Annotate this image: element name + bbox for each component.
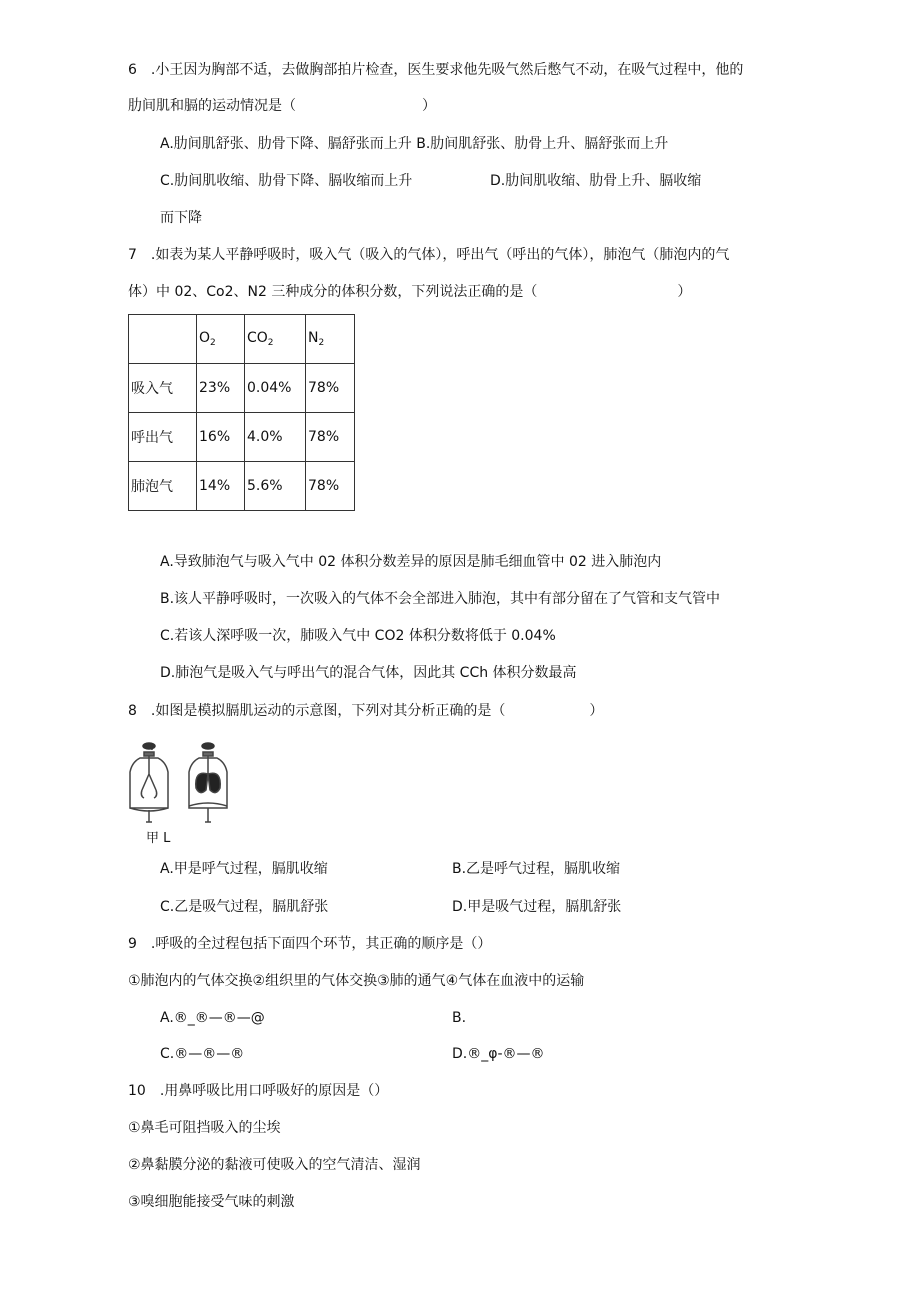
cell-co2: 4.0% [245,413,306,462]
q9-items: ①肺泡内的气体交换②组织里的气体交换③肺的通气④气体在血液中的运输 [128,973,585,989]
table-header-n2: $N_2$ [306,315,355,364]
cell-n2: 78% [306,364,355,413]
q8-option-d: D.甲是吸气过程，膈肌舒张 [452,899,622,915]
row-label: 吸入气 [129,364,197,413]
q6-option-d: D.肋间肌收缩、肋骨上升、膈收缩 [490,173,702,189]
q6-stem-line1: 6 .小王因为胸部不适，去做胸部拍片检查，医生要求他先吸气然后憋气不动，在吸气过程中，他的 [128,62,744,78]
q9-option-d: D.®_φ-®—® [452,1046,545,1062]
q6-option-c: C.肋间肌收缩、肋骨下降、膈收缩而上升 [160,173,413,189]
q9-option-a: A.®_®—®—@ [160,1010,265,1026]
diaphragm-model-figure [126,740,236,830]
bell-jar-left [130,743,168,822]
q7-stem-line2: 体）中 02、Co2、N2 三种成分的体积分数，下列说法正确的是（ ） [128,284,692,300]
table-header-o2: $O_2$ [197,315,245,364]
q9-stem: 9 .呼吸的全过程包括下面四个环节，其正确的顺序是（） [128,936,492,952]
q7-option-b: B.该人平静呼吸时，一次吸入的气体不会全部进入肺泡，其中有部分留在了气管和支气管中 [160,591,721,607]
cell-n2: 78% [306,413,355,462]
q7-option-d: D.肺泡气是吸入气与呼出气的混合气体，因此其 CCh 体积分数最高 [160,665,577,681]
q6-stem-line2: 肋间肌和膈的运动情况是（ ） [128,98,436,114]
cell-o2: 14% [197,462,245,511]
q6-option-ab: A.肋间肌舒张、肋骨下降、膈舒张而上升 B.肋间肌舒张、肋骨上升、膈舒张而上升 [160,136,669,152]
q9-option-c: C.®—®—® [160,1046,245,1062]
q8-stem: 8 .如图是模拟膈肌运动的示意图，下列对其分析正确的是（ ） [128,703,604,719]
cell-n2: 78% [306,462,355,511]
gas-composition-table [128,314,355,511]
figure-label: 甲 L [146,831,171,846]
q9-option-b: B. [452,1010,467,1026]
q10-item-1: ①鼻毛可阻挡吸入的尘埃 [128,1120,281,1136]
q10-item-2: ②鼻黏膜分泌的黏液可使吸入的空气清洁、湿润 [128,1157,421,1173]
cell-o2: 16% [197,413,245,462]
q7-option-c: C.若该人深呼吸一次，肺吸入气中 CO2 体积分数将低于 0.04% [160,628,556,644]
cell-co2: 5.6% [245,462,306,511]
cell-o2: 23% [197,364,245,413]
cell-co2: 0.04% [245,364,306,413]
table-header-co2: $CO_2$ [245,315,306,364]
q7-option-a: A.导致肺泡气与吸入气中 02 体积分数差异的原因是肺毛细血管中 02 进入肺泡内 [160,554,662,570]
q10-item-3: ③嗅细胞能接受气味的刺激 [128,1194,295,1210]
q8-option-c: C.乙是吸气过程，膈肌舒张 [160,899,329,915]
table-row [129,462,355,511]
q6-option-d-cont: 而下降 [160,210,202,226]
q8-option-a: A.甲是呼气过程，膈肌收缩 [160,861,328,877]
bell-jar-right [189,743,227,822]
row-label: 肺泡气 [129,462,197,511]
table-corner-cell [129,315,197,364]
q8-option-b: B.乙是呼气过程，膈肌收缩 [452,861,621,877]
table-row [129,364,355,413]
table-header-row [129,315,355,364]
q7-stem-line1: 7 .如表为某人平静呼吸时，吸入气（吸入的气体），呼出气（呼出的气体），肺泡气（肺泡内的气 [128,247,730,263]
q10-stem: 10 .用鼻呼吸比用口呼吸好的原因是（） [128,1083,389,1099]
row-label: 呼出气 [129,413,197,462]
table-row [129,413,355,462]
